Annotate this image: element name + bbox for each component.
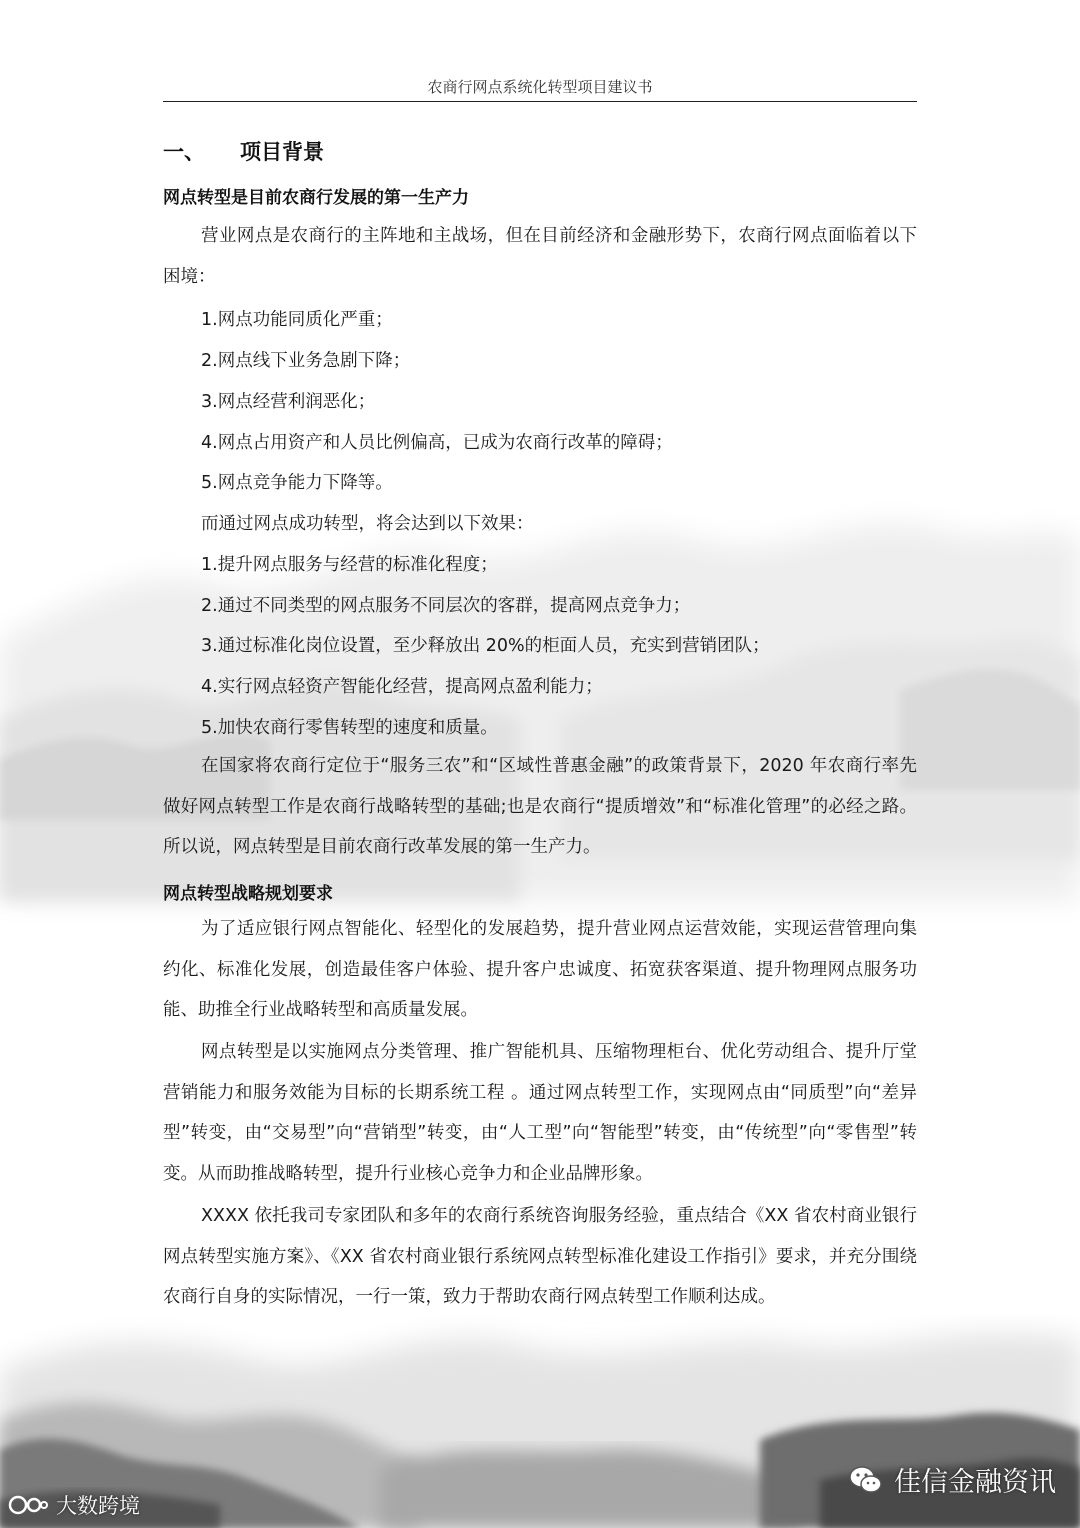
wechat-account-name: 佳信金融资讯 bbox=[894, 1467, 1056, 1498]
effect-item-5: 5.加快农商行零售转型的速度和质量。 bbox=[201, 718, 498, 738]
wechat-icon bbox=[848, 1465, 884, 1495]
effect-item-1: 1.提升网点服务与经营的标准化程度； bbox=[201, 555, 498, 575]
difficulty-item-1: 1.网点功能同质化严重； bbox=[201, 310, 393, 330]
paragraph-effects-lead: 而通过网点成功转型，将会达到以下效果： bbox=[201, 514, 534, 534]
paragraph-transformation: 网点转型是以实施网点分类管理、推广智能机具、压缩物理柜台、优化劳动组合、提升厅堂营销能力和服务效能为目标的长期系统工程 。通过网点转型工作，实现网点由“同质型”向“差异型”转变，由“交易型”向“营销型”转变，由“人工型”向“智能型”转变，由“传统型”向“零售型”转变。从而助推战略转型，提升行业核心竞争力和企业品牌形象。 bbox=[163, 1042, 917, 1185]
difficulty-item-4: 4.网点占用资产和人员比例偏高，已成为农商行改革的障碍； bbox=[201, 433, 673, 453]
paragraph-intro: 营业网点是农商行的主阵地和主战场，但在目前经济和金融形势下，农商行网点面临着以下困境： bbox=[163, 226, 917, 287]
subheading-first-productivity: 网点转型是目前农商行发展的第一生产力 bbox=[163, 188, 469, 208]
effect-item-3: 3.通过标准化岗位设置，至少释放出 20%的柜面人员，充实到营销团队； bbox=[201, 636, 770, 656]
difficulty-item-3: 3.网点经营利润恶化； bbox=[201, 392, 376, 412]
wechat-watermark bbox=[848, 1460, 1056, 1499]
effect-item-2: 2.通过不同类型的网点服务不同层次的客群，提高网点竞争力； bbox=[201, 596, 691, 616]
header-divider bbox=[163, 101, 917, 102]
difficulty-item-2: 2.网点线下业务急剧下降； bbox=[201, 351, 411, 371]
page-header-title: 农商行网点系统化转型项目建议书 bbox=[427, 78, 653, 96]
logo-icon bbox=[8, 1492, 48, 1518]
watermark-text: 大数跨境 bbox=[56, 1494, 140, 1518]
paragraph-company: XXXX 依托我司专家团队和多年的农商行系统咨询服务经验，重点结合《XX 省农村商业银行网点转型实施方案》、《XX 省农村商业银行系统网点转型标准化建设工作指引》要求，并充分围绕农商行自身的实际情况，一行一策，致力于帮助农商行网点转型工作顺利达成。 bbox=[163, 1206, 917, 1308]
effect-item-4: 4.实行网点轻资产智能化经营，提高网点盈利能力； bbox=[201, 677, 603, 697]
bottom-left-watermark bbox=[8, 1490, 140, 1520]
difficulty-item-5: 5.网点竞争能力下降等。 bbox=[201, 473, 393, 493]
subheading-strategy-requirements: 网点转型战略规划要求 bbox=[163, 884, 333, 904]
section-number: 一、 bbox=[163, 140, 205, 164]
paragraph-adaptation: 为了适应银行网点智能化、轻型化的发展趋势，提升营业网点运营效能，实现运营管理向集约化、标准化发展，创造最佳客户体验、提升客户忠诚度、拓宽获客渠道、提升物理网点服务功能、助推全行业战略转型和高质量发展。 bbox=[163, 919, 917, 1021]
section-heading bbox=[163, 136, 324, 166]
paragraph-policy-background: 在国家将农商行定位于“服务三农”和“区域性普惠金融”的政策背景下，2020 年农商行率先做好网点转型工作是农商行战略转型的基础;也是农商行“提质增效”和“标准化管理”的必经之路。所以说，网点转型是目前农商行改革发展的第一生产力。 bbox=[163, 756, 917, 858]
section-title: 项目背景 bbox=[240, 140, 324, 164]
